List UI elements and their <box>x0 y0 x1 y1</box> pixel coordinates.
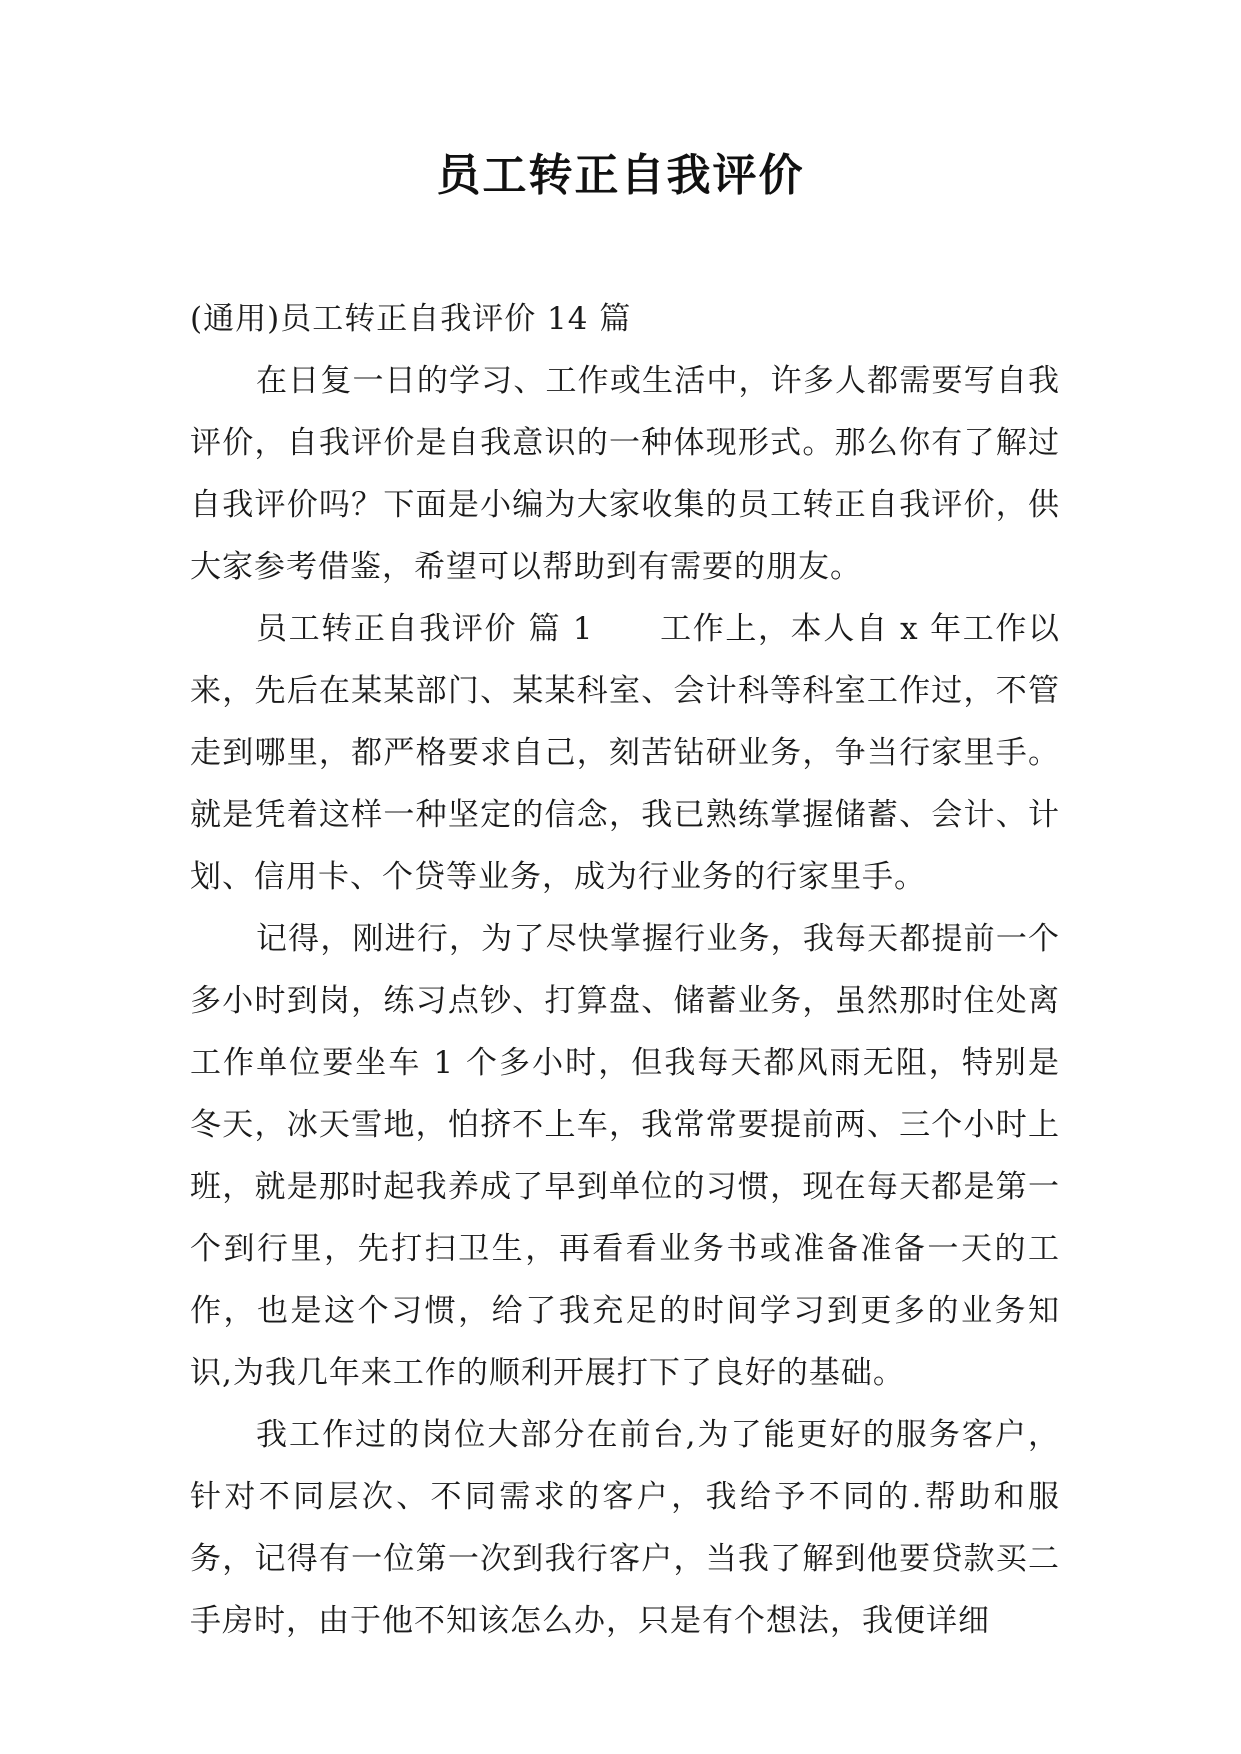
section-1-text: 工作上，本人自 x 年工作以来，先后在某某部门、某某科室、会计科等科室工作过，不管走到哪里，都严格要求自己，刻苦钻研业务，争当行家里手。就是凭着这样一种坚定的信念，我已熟练掌握储蓄、会计、计划、信用卡、个贷等业务，成为行业务的行家里手。 <box>190 611 1060 895</box>
document-subtitle: (通用)员工转正自我评价 14 篇 <box>190 301 632 337</box>
intro-paragraph: 在日复一日的学习、工作或生活中，许多人都需要写自我评价，自我评价是自我意识的一种体现形式。那么你有了解过自我评价吗？下面是小编为大家收集的员工转正自我评价，供大家参考借鉴，希望可以帮助到有需要的朋友。 <box>190 363 1060 585</box>
paragraph-2: 记得，刚进行，为了尽快掌握行业务，我每天都提前一个多小时到岗，练习点钞、打算盘、储蓄业务，虽然那时住处离工作单位要坐车 1 个多小时，但我每天都风雨无阻，特别是冬天，冰天雪地，怕挤不上车，我常常要提前两、三个小时上班，就是那时起我养成了早到单位的习惯，现在每天都是第一个到行里，先打扫卫生，再看看业务书或准备准备一天的工作，也是这个习惯，给了我充足的时间学习到更多的业务知识,为我几年来工作的顺利开展打下了良好的基础。 <box>190 921 1060 1391</box>
section-heading: 员工转正自我评价 篇 1 <box>256 611 594 647</box>
document-body <box>190 288 1060 1652</box>
paragraph-3: 我工作过的岗位大部分在前台,为了能更好的服务客户，针对不同层次、不同需求的客户，我给予不同的.帮助和服务，记得有一位第一次到我行客户，当我了解到他要贷款买二手房时，由于他不知该怎么办，只是有个想法，我便详细 <box>190 1417 1060 1639</box>
section-1-paragraph <box>190 598 1060 908</box>
document-title: 员工转正自我评价 <box>436 150 805 201</box>
